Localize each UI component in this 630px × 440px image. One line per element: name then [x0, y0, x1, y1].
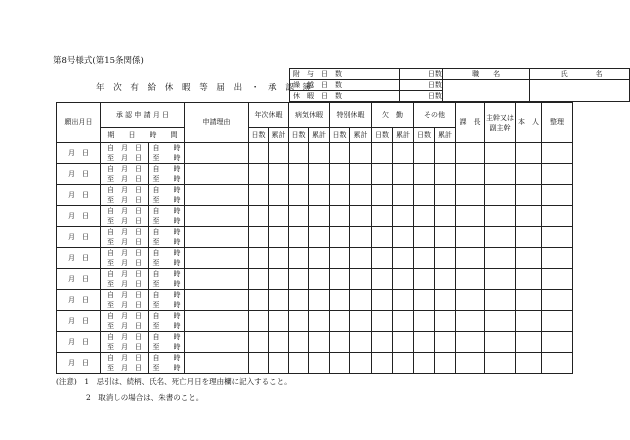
- name-label: 氏 名: [555, 69, 609, 80]
- document-title: 年 次 有 給 休 暇 等 届 出 ・ 承 認 簿: [96, 83, 314, 93]
- other-leave-header: その他: [414, 103, 456, 128]
- to-time-cell[interactable]: 至 時: [149, 321, 185, 332]
- leave-count-cell[interactable]: [289, 206, 309, 227]
- leave-count-cell[interactable]: [330, 269, 350, 290]
- to-time-cell[interactable]: 至 時: [149, 237, 185, 248]
- from-date-cell[interactable]: 自 月 日: [101, 269, 149, 280]
- request-date-header: 願出月日: [57, 103, 101, 143]
- from-date-cell[interactable]: 自 月 日: [101, 206, 149, 217]
- leave-count-cell[interactable]: [309, 185, 330, 206]
- leave-count-cell[interactable]: [249, 290, 269, 311]
- leave-count-cell[interactable]: [350, 185, 372, 206]
- leave-count-cell[interactable]: [414, 164, 435, 185]
- leave-register-table: [56, 102, 573, 374]
- days-unit: 日数: [427, 69, 442, 78]
- approval-seal-cell[interactable]: [485, 290, 516, 311]
- leave-count-cell[interactable]: [435, 353, 456, 374]
- approval-seal-cell[interactable]: [485, 164, 516, 185]
- granted-days-label: 附 与 日 数: [290, 69, 400, 80]
- leave-count-cell[interactable]: [350, 143, 372, 164]
- leave-count-cell[interactable]: [414, 332, 435, 353]
- leave-count-cell[interactable]: [435, 290, 456, 311]
- leave-count-cell[interactable]: [249, 332, 269, 353]
- leave-count-cell[interactable]: [350, 332, 372, 353]
- leave-count-cell[interactable]: [435, 248, 456, 269]
- post-field[interactable]: [442, 80, 529, 102]
- leave-count-cell[interactable]: [269, 353, 289, 374]
- request-date-cell[interactable]: 月 日: [57, 248, 101, 269]
- days-subheader: 日数: [289, 128, 309, 143]
- leave-count-cell[interactable]: [269, 227, 289, 248]
- approval-seal-cell[interactable]: [542, 353, 573, 374]
- leave-count-cell[interactable]: [249, 248, 269, 269]
- table-row: [57, 227, 573, 238]
- request-date-cell[interactable]: 月 日: [57, 332, 101, 353]
- leave-count-cell[interactable]: [269, 248, 289, 269]
- reason-cell[interactable]: [185, 311, 249, 332]
- to-date-cell[interactable]: 至 月 日: [101, 363, 149, 374]
- leave-count-cell[interactable]: [330, 164, 350, 185]
- carried-days-value[interactable]: [399, 80, 428, 91]
- leave-count-cell[interactable]: [435, 164, 456, 185]
- from-date-cell[interactable]: 自 月 日: [101, 332, 149, 343]
- leave-count-cell[interactable]: [249, 269, 269, 290]
- note-line: (注意) 1 忌引は、続柄、氏名、死亡月日を理由欄に記入すること。: [56, 377, 292, 386]
- table-row: [57, 269, 573, 280]
- leave-count-cell[interactable]: [309, 143, 330, 164]
- leave-count-cell[interactable]: [414, 311, 435, 332]
- leave-count-cell[interactable]: [393, 248, 414, 269]
- file-header: 整理: [542, 103, 573, 143]
- leave-count-cell[interactable]: [330, 206, 350, 227]
- table-row: [57, 332, 573, 343]
- leave-count-cell[interactable]: [249, 206, 269, 227]
- leave-count-cell[interactable]: [289, 332, 309, 353]
- leave-count-cell[interactable]: [269, 185, 289, 206]
- leave-count-cell[interactable]: [414, 290, 435, 311]
- approval-seal-cell[interactable]: [542, 332, 573, 353]
- approval-seal-cell[interactable]: [516, 185, 542, 206]
- days-unit: 日数: [427, 91, 442, 100]
- approval-seal-cell[interactable]: [485, 143, 516, 164]
- leave-count-cell[interactable]: [372, 290, 393, 311]
- leave-count-cell[interactable]: [393, 269, 414, 290]
- reason-cell[interactable]: [185, 248, 249, 269]
- approval-seal-cell[interactable]: [456, 269, 485, 290]
- leave-count-cell[interactable]: [289, 227, 309, 248]
- approval-seal-cell[interactable]: [542, 311, 573, 332]
- form-number: 第8号様式(第15条関係): [53, 56, 144, 66]
- approval-seal-cell[interactable]: [542, 206, 573, 227]
- approval-seal-cell[interactable]: [456, 353, 485, 374]
- leave-count-cell[interactable]: [289, 248, 309, 269]
- reason-header: 申請理由: [185, 103, 249, 143]
- approval-seal-cell[interactable]: [516, 206, 542, 227]
- annual-leave-header: 年次休暇: [249, 103, 289, 128]
- to-time-cell[interactable]: 至 時: [149, 258, 185, 269]
- leave-count-cell[interactable]: [269, 290, 289, 311]
- from-date-cell[interactable]: 自 月 日: [101, 185, 149, 196]
- leave-count-cell[interactable]: [350, 290, 372, 311]
- to-date-cell[interactable]: 至 月 日: [101, 237, 149, 248]
- request-date-cell[interactable]: 月 日: [57, 290, 101, 311]
- leave-count-cell[interactable]: [249, 185, 269, 206]
- leave-count-cell[interactable]: [289, 311, 309, 332]
- summary-row: [290, 69, 630, 80]
- approval-seal-cell[interactable]: [456, 332, 485, 353]
- approval-seal-cell[interactable]: [516, 227, 542, 248]
- leave-count-cell[interactable]: [414, 227, 435, 248]
- carried-days-label: 繰 越 日 数: [290, 80, 400, 91]
- from-time-cell[interactable]: 自 時: [149, 332, 185, 343]
- leave-count-cell[interactable]: [435, 227, 456, 248]
- leave-count-cell[interactable]: [414, 185, 435, 206]
- request-date-cell[interactable]: 月 日: [57, 269, 101, 290]
- to-time-cell[interactable]: 至 時: [149, 363, 185, 374]
- total-subheader: 累計: [269, 128, 289, 143]
- leave-count-cell[interactable]: [414, 248, 435, 269]
- leave-count-cell[interactable]: [309, 206, 330, 227]
- to-date-cell[interactable]: 至 月 日: [101, 279, 149, 290]
- period-subheader: 期 日 時 間: [101, 128, 185, 143]
- approval-seal-cell[interactable]: [456, 227, 485, 248]
- leave-count-cell[interactable]: [414, 269, 435, 290]
- request-date-cell[interactable]: 月 日: [57, 227, 101, 248]
- leave-count-cell[interactable]: [249, 164, 269, 185]
- leave-count-cell[interactable]: [414, 206, 435, 227]
- from-date-cell[interactable]: 自 月 日: [101, 311, 149, 322]
- leave-count-cell[interactable]: [330, 353, 350, 374]
- leave-days-label: 休 暇 日 数: [290, 91, 400, 102]
- leave-count-cell[interactable]: [309, 164, 330, 185]
- absence-header: 欠 勤: [372, 103, 414, 128]
- from-time-cell[interactable]: 自 時: [149, 143, 185, 154]
- approval-seal-cell[interactable]: [542, 269, 573, 290]
- post-label: 職 名: [464, 69, 509, 80]
- to-time-cell[interactable]: 至 時: [149, 174, 185, 185]
- sick-leave-header: 病気休暇: [289, 103, 330, 128]
- approval-seal-cell[interactable]: [542, 185, 573, 206]
- leave-count-cell[interactable]: [309, 227, 330, 248]
- reason-cell[interactable]: [185, 227, 249, 248]
- special-leave-header: 特別休暇: [330, 103, 372, 128]
- from-time-cell[interactable]: 自 時: [149, 353, 185, 364]
- leave-count-cell[interactable]: [393, 353, 414, 374]
- leave-count-cell[interactable]: [372, 206, 393, 227]
- to-time-cell[interactable]: 至 時: [149, 279, 185, 290]
- leave-count-cell[interactable]: [372, 185, 393, 206]
- approval-seal-cell[interactable]: [516, 353, 542, 374]
- days-subheader: 日数: [372, 128, 393, 143]
- leave-count-cell[interactable]: [435, 311, 456, 332]
- leave-count-cell[interactable]: [330, 290, 350, 311]
- leave-count-cell[interactable]: [249, 311, 269, 332]
- leave-count-cell[interactable]: [350, 311, 372, 332]
- table-row: [57, 311, 573, 322]
- leave-count-cell[interactable]: [435, 185, 456, 206]
- leave-count-cell[interactable]: [330, 311, 350, 332]
- leave-count-cell[interactable]: [393, 206, 414, 227]
- total-subheader: 累計: [393, 128, 414, 143]
- reason-cell[interactable]: [185, 206, 249, 227]
- leave-count-cell[interactable]: [289, 143, 309, 164]
- table-row: [57, 206, 573, 217]
- request-date-cell[interactable]: 月 日: [57, 185, 101, 206]
- leave-count-cell[interactable]: [309, 332, 330, 353]
- approval-seal-cell[interactable]: [456, 206, 485, 227]
- from-time-cell[interactable]: 自 時: [149, 248, 185, 259]
- leave-count-cell[interactable]: [372, 332, 393, 353]
- leave-count-cell[interactable]: [393, 185, 414, 206]
- reason-cell[interactable]: [185, 164, 249, 185]
- leave-count-cell[interactable]: [309, 290, 330, 311]
- from-time-cell[interactable]: 自 時: [149, 206, 185, 217]
- from-date-cell[interactable]: 自 月 日: [101, 290, 149, 301]
- leave-count-cell[interactable]: [289, 269, 309, 290]
- to-date-cell[interactable]: 至 月 日: [101, 342, 149, 353]
- from-date-cell[interactable]: 自 月 日: [101, 143, 149, 154]
- approval-seal-cell[interactable]: [485, 332, 516, 353]
- table-row: [57, 248, 573, 259]
- approval-seal-cell[interactable]: [516, 164, 542, 185]
- self-header: 本 人: [516, 103, 542, 143]
- leave-count-cell[interactable]: [372, 353, 393, 374]
- approval-seal-cell[interactable]: [456, 185, 485, 206]
- leave-count-cell[interactable]: [309, 353, 330, 374]
- from-time-cell[interactable]: 自 時: [149, 290, 185, 301]
- request-date-cell[interactable]: 月 日: [57, 206, 101, 227]
- from-time-cell[interactable]: 自 時: [149, 311, 185, 322]
- to-time-cell[interactable]: 至 時: [149, 300, 185, 311]
- leave-count-cell[interactable]: [372, 164, 393, 185]
- granted-days-value[interactable]: [399, 69, 428, 80]
- request-date-cell[interactable]: 月 日: [57, 353, 101, 374]
- leave-count-cell[interactable]: [289, 164, 309, 185]
- from-date-cell[interactable]: 自 月 日: [101, 227, 149, 238]
- to-date-cell[interactable]: 至 月 日: [101, 153, 149, 164]
- reason-cell[interactable]: [185, 269, 249, 290]
- to-date-cell[interactable]: 至 月 日: [101, 258, 149, 269]
- approval-seal-cell[interactable]: [456, 143, 485, 164]
- table-row: [57, 290, 573, 301]
- total-subheader: 累計: [435, 128, 456, 143]
- leave-count-cell[interactable]: [269, 332, 289, 353]
- approval-seal-cell[interactable]: [485, 269, 516, 290]
- leave-count-cell[interactable]: [249, 143, 269, 164]
- approval-seal-cell[interactable]: [516, 311, 542, 332]
- leave-count-cell[interactable]: [269, 206, 289, 227]
- leave-count-cell[interactable]: [350, 269, 372, 290]
- approval-seal-cell[interactable]: [542, 227, 573, 248]
- to-time-cell[interactable]: 至 時: [149, 153, 185, 164]
- table-row: [57, 143, 573, 154]
- request-date-cell[interactable]: 月 日: [57, 164, 101, 185]
- leave-count-cell[interactable]: [393, 311, 414, 332]
- from-date-cell[interactable]: 自 月 日: [101, 248, 149, 259]
- from-time-cell[interactable]: 自 時: [149, 185, 185, 196]
- leave-count-cell[interactable]: [289, 185, 309, 206]
- leave-count-cell[interactable]: [350, 248, 372, 269]
- approval-seal-cell[interactable]: [542, 143, 573, 164]
- total-subheader: 累計: [309, 128, 330, 143]
- to-date-cell[interactable]: 至 月 日: [101, 216, 149, 227]
- leave-count-cell[interactable]: [393, 143, 414, 164]
- leave-count-cell[interactable]: [330, 248, 350, 269]
- total-subheader: 累計: [350, 128, 372, 143]
- leave-count-cell[interactable]: [435, 143, 456, 164]
- to-time-cell[interactable]: 至 時: [149, 216, 185, 227]
- to-time-cell[interactable]: 至 時: [149, 342, 185, 353]
- summary-table: [289, 68, 630, 102]
- leave-count-cell[interactable]: [350, 206, 372, 227]
- approval-period-header: 承 認 申 請 月 日: [101, 103, 185, 128]
- approval-seal-cell[interactable]: [485, 185, 516, 206]
- leave-count-cell[interactable]: [289, 290, 309, 311]
- approval-seal-cell[interactable]: [485, 206, 516, 227]
- reason-cell[interactable]: [185, 332, 249, 353]
- leave-count-cell[interactable]: [330, 227, 350, 248]
- from-date-cell[interactable]: 自 月 日: [101, 353, 149, 364]
- table-row: [57, 185, 573, 196]
- note-line: 2 取消しの場合は、朱書のこと。: [56, 393, 204, 402]
- leave-count-cell[interactable]: [414, 353, 435, 374]
- from-time-cell[interactable]: 自 時: [149, 227, 185, 238]
- days-unit: 日数: [427, 80, 442, 89]
- table-row: [57, 353, 573, 364]
- to-date-cell[interactable]: 至 月 日: [101, 321, 149, 332]
- approval-seal-cell[interactable]: [542, 290, 573, 311]
- summary-row: [290, 80, 630, 91]
- leave-count-cell[interactable]: [372, 227, 393, 248]
- leave-count-cell[interactable]: [435, 332, 456, 353]
- to-date-cell[interactable]: 至 月 日: [101, 195, 149, 206]
- reason-cell[interactable]: [185, 143, 249, 164]
- approval-seal-cell[interactable]: [542, 248, 573, 269]
- leave-count-cell[interactable]: [269, 143, 289, 164]
- leave-count-cell[interactable]: [330, 185, 350, 206]
- request-date-cell[interactable]: 月 日: [57, 143, 101, 164]
- leave-count-cell[interactable]: [309, 248, 330, 269]
- from-time-cell[interactable]: 自 時: [149, 164, 185, 175]
- days-subheader: 日数: [249, 128, 269, 143]
- name-field[interactable]: [530, 80, 630, 102]
- days-subheader: 日数: [414, 128, 435, 143]
- days-subheader: 日数: [330, 128, 350, 143]
- approval-seal-cell[interactable]: [516, 248, 542, 269]
- leave-count-cell[interactable]: [372, 311, 393, 332]
- leave-count-cell[interactable]: [435, 206, 456, 227]
- from-time-cell[interactable]: 自 時: [149, 269, 185, 280]
- approval-seal-cell[interactable]: [485, 353, 516, 374]
- approval-seal-cell[interactable]: [456, 164, 485, 185]
- leave-count-cell[interactable]: [372, 269, 393, 290]
- leave-count-cell[interactable]: [249, 353, 269, 374]
- leave-count-cell[interactable]: [372, 143, 393, 164]
- approval-seal-cell[interactable]: [542, 164, 573, 185]
- approval-seal-cell[interactable]: [456, 248, 485, 269]
- chief-supervisor-header: 主幹又は副主幹: [485, 103, 516, 143]
- section-chief-header: 課 長: [456, 103, 485, 143]
- approval-seal-cell[interactable]: [516, 332, 542, 353]
- leave-days-value[interactable]: [399, 91, 428, 102]
- reason-cell[interactable]: [185, 290, 249, 311]
- approval-seal-cell[interactable]: [485, 248, 516, 269]
- leave-count-cell[interactable]: [350, 353, 372, 374]
- approval-seal-cell[interactable]: [485, 227, 516, 248]
- leave-count-cell[interactable]: [309, 269, 330, 290]
- leave-count-cell[interactable]: [393, 227, 414, 248]
- request-date-cell[interactable]: 月 日: [57, 311, 101, 332]
- leave-count-cell[interactable]: [269, 164, 289, 185]
- leave-count-cell[interactable]: [330, 143, 350, 164]
- leave-count-cell[interactable]: [269, 269, 289, 290]
- leave-count-cell[interactable]: [435, 269, 456, 290]
- leave-count-cell[interactable]: [372, 248, 393, 269]
- leave-count-cell[interactable]: [330, 332, 350, 353]
- approval-seal-cell[interactable]: [516, 143, 542, 164]
- to-time-cell[interactable]: 至 時: [149, 195, 185, 206]
- to-date-cell[interactable]: 至 月 日: [101, 174, 149, 185]
- approval-seal-cell[interactable]: [456, 290, 485, 311]
- leave-count-cell[interactable]: [249, 227, 269, 248]
- header-row: [57, 103, 573, 128]
- leave-count-cell[interactable]: [350, 164, 372, 185]
- leave-count-cell[interactable]: [289, 353, 309, 374]
- from-date-cell[interactable]: 自 月 日: [101, 164, 149, 175]
- to-date-cell[interactable]: 至 月 日: [101, 300, 149, 311]
- approval-seal-cell[interactable]: [516, 290, 542, 311]
- table-row: [57, 164, 573, 175]
- leave-count-cell[interactable]: [393, 164, 414, 185]
- leave-count-cell[interactable]: [350, 227, 372, 248]
- approval-seal-cell[interactable]: [456, 311, 485, 332]
- leave-count-cell[interactable]: [393, 290, 414, 311]
- reason-cell[interactable]: [185, 185, 249, 206]
- approval-seal-cell[interactable]: [516, 269, 542, 290]
- leave-count-cell[interactable]: [414, 143, 435, 164]
- leave-count-cell[interactable]: [309, 311, 330, 332]
- approval-seal-cell[interactable]: [485, 311, 516, 332]
- leave-count-cell[interactable]: [393, 332, 414, 353]
- leave-count-cell[interactable]: [269, 311, 289, 332]
- reason-cell[interactable]: [185, 353, 249, 374]
- notes: [56, 374, 292, 406]
